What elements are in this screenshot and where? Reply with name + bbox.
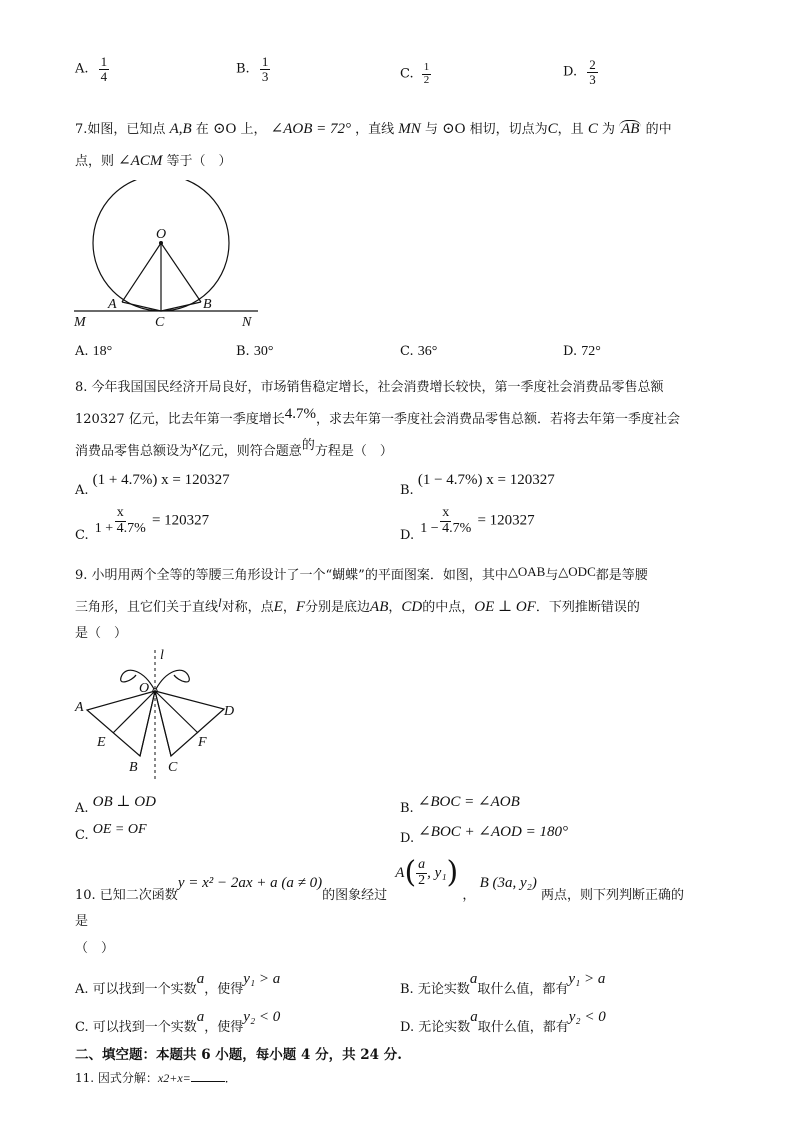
q9-option-b[interactable]: B. ∠BOC = ∠AOB <box>400 794 520 816</box>
q7-option-d[interactable]: D. 72° <box>563 344 601 359</box>
label-d: D <box>224 704 235 719</box>
label-e: E <box>97 735 106 750</box>
right-antenna <box>156 670 189 689</box>
point-b: B (3a, y₂) <box>479 874 537 891</box>
arc-ab: AB <box>621 121 640 137</box>
q8-stem-line3: 消费品零售总额设为x亿元，则符合题意的方程是（ ） <box>75 438 393 459</box>
label-c: C <box>155 315 165 330</box>
q8-option-d-fraction: $\frac{x}{1 - 4.7\%}$ <box>420 505 472 536</box>
q9-option-a[interactable]: A. OB ⊥ OD <box>75 794 156 816</box>
q9-option-d[interactable]: D. ∠BOC + ∠AOD = 180° <box>400 824 568 846</box>
section-heading: 二、填空题：本题共 6 小题，每小题 4 分，共 24 分. <box>75 1047 402 1063</box>
q9-option-c[interactable]: C. OE = OF <box>75 822 147 843</box>
q7-stem-line1: 7.如图，已知点 A,B 在 ⊙O 上， ∠AOB = 72° ，直线 MN 与 ⊙O 相切，切点为C，且 C 为 AB 的中 <box>75 121 672 137</box>
q6-option-d-fraction: $\frac{2}{3}$ <box>589 57 596 87</box>
label-a: A <box>75 700 84 715</box>
label-f: F <box>198 735 207 750</box>
label-b: B <box>129 760 138 775</box>
q8-option-a[interactable]: A. (1 + 4.7%) x = 120327 <box>75 472 230 498</box>
segment-ob <box>140 691 155 756</box>
q10-stem-line3: （ ） <box>75 941 115 956</box>
label-l: l <box>160 648 164 663</box>
label-c: C <box>168 760 178 775</box>
q9-stem-line3: 是（ ） <box>75 626 128 641</box>
q11-stem: 11. 因式分解：x2+x= ． <box>75 1071 237 1085</box>
q6-option-b-fraction: $\frac{1}{3}$ <box>261 54 269 84</box>
q10-option-b[interactable]: B. 无论实数a取什么值，都有y₁ > a <box>400 971 606 997</box>
q10-option-a[interactable]: A. 可以找到一个实数a，使得y₁ > a <box>75 971 281 997</box>
q7-option-a[interactable]: A. 18° <box>75 344 113 359</box>
q6-option-c-fraction: $\frac{1}{2}$ <box>423 61 430 86</box>
label-m: M <box>74 315 86 330</box>
label-b: B <box>203 297 212 312</box>
q8-stem-line2: 120327 亿元，比去年第一季度增长4.7%，求去年第一季度社会消费品零售总额．若将去年第一季度社会 <box>75 406 681 427</box>
label-a: A <box>108 297 117 312</box>
segment-bc <box>161 302 201 311</box>
q6-option-d[interactable]: D. $\frac{2}{3}$ <box>563 57 596 87</box>
q8-option-c[interactable]: C. $\frac{x}{1 + 4.7\%}$ = 120327 <box>75 505 210 543</box>
q6-option-b[interactable]: B. $\frac{1}{3}$ <box>236 54 269 84</box>
segment-ob <box>161 243 201 302</box>
point-a: A ( $\frac{a}{2}$ , y₁ ) <box>395 855 459 891</box>
q6-option-a-fraction: $\frac{1}{4}$ <box>100 54 108 84</box>
segment-oa <box>122 243 161 302</box>
q7-option-c[interactable]: C. 36° <box>400 344 438 359</box>
q8-option-b[interactable]: B. (1 − 4.7%) x = 120327 <box>400 472 555 498</box>
q9-stem-line2: 三角形，且它们关于直线l对称，点E，F分别是底边AB，CD的中点，OE ⊥ OF．下列推断错误的 <box>75 595 640 615</box>
q10-stem-line1: 10. 已知二次函数y = x² − 2ax + a (a ≠ 0)的图象经过 A ( $\frac{a}{2}$ , y₁ ) ， B (3a, y₂) 两点，则下列判断正确的 <box>75 855 684 903</box>
q6-option-a[interactable]: A. $\frac{1}{4}$ <box>75 54 108 84</box>
answer-blank[interactable] <box>191 1081 225 1082</box>
label-o: O <box>139 681 150 696</box>
q10-stem-line2: 是 <box>75 914 89 929</box>
q6-option-c[interactable]: C. $\frac{1}{2}$ <box>400 61 430 86</box>
label-n: N <box>242 315 252 330</box>
segment-oc <box>155 691 171 756</box>
label-o: O <box>156 227 167 242</box>
q8-option-d[interactable]: D. $\frac{x}{1 - 4.7\%}$ = 120327 <box>400 505 535 543</box>
q9-butterfly-figure <box>70 645 250 785</box>
q8-option-c-fraction: $\frac{x}{1 + 4.7\%}$ <box>94 505 146 536</box>
segment-of <box>155 691 198 733</box>
q10-option-d[interactable]: D. 无论实数a取什么值，都有y₂ < 0 <box>400 1009 606 1035</box>
q10-option-c[interactable]: C. 可以找到一个实数a，使得y₂ < 0 <box>75 1009 281 1035</box>
q7-option-b[interactable]: B. 30° <box>236 344 274 359</box>
q8-stem-line1: 8. 今年我国国民经济开局良好，市场销售稳定增长，社会消费增长较快，第一季度社会消费品零售总额 <box>75 380 664 395</box>
segment-ac <box>122 302 161 311</box>
q9-stem-line1: 9. 小明用两个全等的等腰三角形设计了一个“蝴蝶”的平面图案．如图，其中△OAB与△ODC都是等腰 <box>75 564 648 583</box>
q7-stem-line2: 点，则 ∠ACM 等于（ ） <box>75 153 232 169</box>
q7-figure <box>70 180 270 330</box>
